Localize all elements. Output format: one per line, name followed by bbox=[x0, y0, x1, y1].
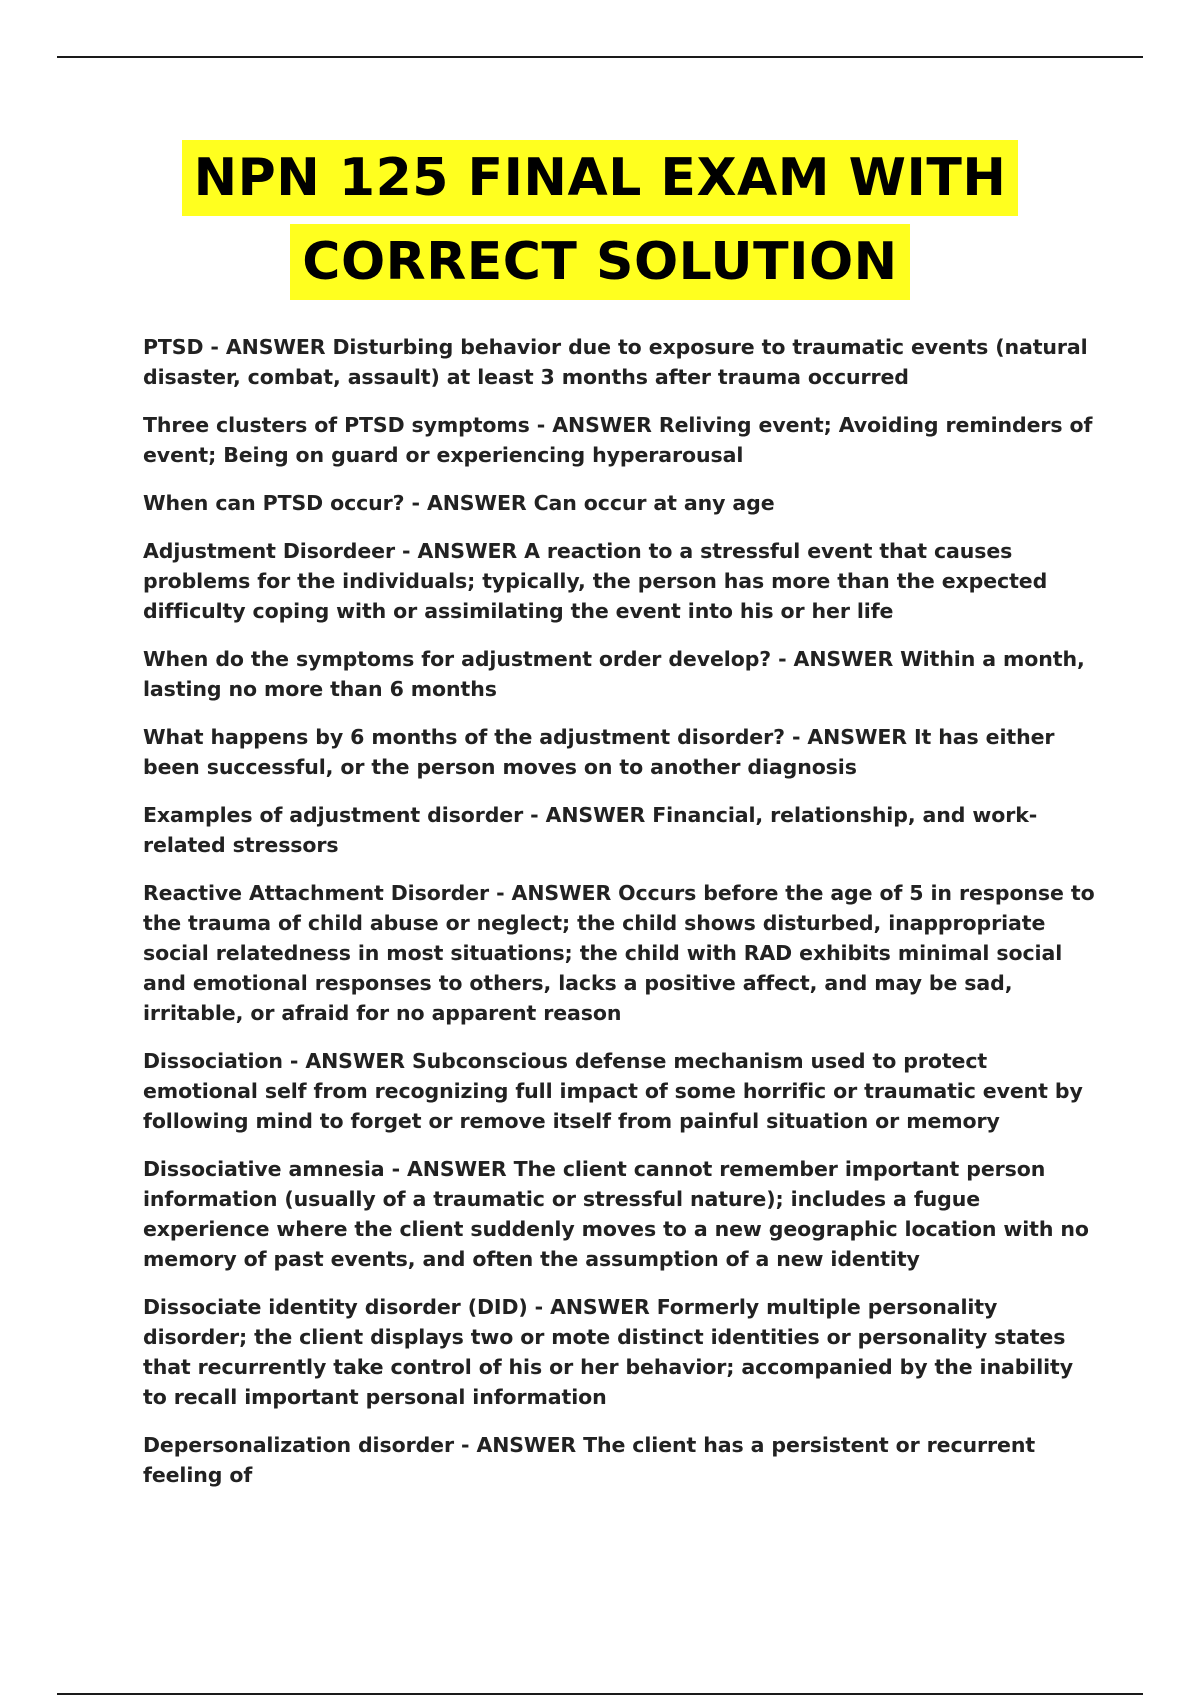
qa-entry-dissociation: Dissociation - ANSWER Subconscious defense mechanism used to protect emotional self from recognizing full impact of some horrific or traumatic event by following mind to forget or remove itself from painful situation or memory bbox=[143, 1049, 1083, 1133]
qa-entry-dissociative-amnesia: Dissociative amnesia - ANSWER The client cannot remember important person information (usually of a traumatic or stressful nature); includes a fugue experience where the client suddenly moves to a new geographic location with no memory of past events, and often the assumption of a new identity bbox=[143, 1157, 1089, 1271]
title-line-2: CORRECT SOLUTION bbox=[290, 224, 909, 300]
qa-list bbox=[143, 332, 1103, 1508]
qa-entry-adjustment-disorder: Adjustment Disordeer - ANSWER A reaction to a stressful event that causes problems for the individuals; typically, the person has more than the expected difficulty coping with or assimilating the event into his or her life bbox=[143, 539, 1048, 623]
qa-entry-ptsd-occur: When can PTSD occur? - ANSWER Can occur at any age bbox=[143, 491, 775, 515]
qa-entry-adjustment-onset: When do the symptoms for adjustment order develop? - ANSWER Within a month, lasting no more than 6 months bbox=[143, 647, 1085, 701]
top-rule bbox=[57, 56, 1143, 58]
qa-entry-did: Dissociate identity disorder (DID) - ANSWER Formerly multiple personality disorder; the client displays two or mote distinct identities or personality states that recurrently take control of his or her behavior; accompanied by the inability to recall important personal information bbox=[143, 1295, 1074, 1409]
qa-entry-adjustment-examples: Examples of adjustment disorder - ANSWER Financial, relationship, and work-related stressors bbox=[143, 803, 1038, 857]
title-block bbox=[0, 140, 1200, 300]
qa-entry-ptsd-clusters: Three clusters of PTSD symptoms - ANSWER Reliving event; Avoiding reminders of event; Being on guard or experiencing hyperarousal bbox=[143, 413, 1093, 467]
qa-entry-rad: Reactive Attachment Disorder - ANSWER Occurs before the age of 5 in response to the trauma of child abuse or neglect; the child shows disturbed, inappropriate social relatedness in most situations; the child with RAD exhibits minimal social and emotional responses to others, lacks a positive affect, and may be sad, irritable, or afraid for no apparent reason bbox=[143, 881, 1095, 1025]
qa-entry-ptsd: PTSD - ANSWER Disturbing behavior due to exposure to traumatic events (natural disaster, combat, assault) at least 3 months after trauma occurred bbox=[143, 335, 1088, 389]
qa-entry-adjustment-6-months: What happens by 6 months of the adjustment disorder? - ANSWER It has either been successful, or the person moves on to another diagnosis bbox=[143, 725, 1055, 779]
qa-entry-depersonalization: Depersonalization disorder - ANSWER The client has a persistent or recurrent feeling of bbox=[143, 1433, 1036, 1487]
bottom-rule bbox=[57, 1693, 1143, 1695]
title-line-1: NPN 125 FINAL EXAM WITH bbox=[182, 140, 1019, 216]
